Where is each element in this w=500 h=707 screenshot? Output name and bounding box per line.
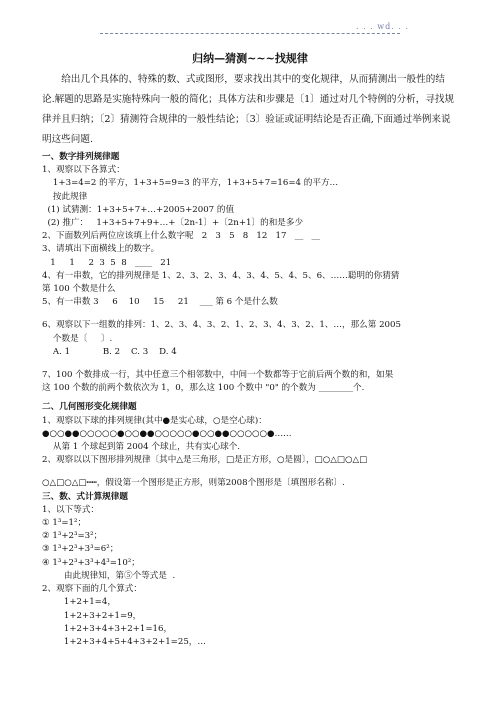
text-line: 6、观察以下一组数的排列：1、2、3、4、3、2、1、2、3、4、3、2、1、…，那么第 2005 [42, 320, 401, 331]
equation-line: 1+2+1=4， [42, 597, 116, 608]
equation-line: ① 1³=1²； [42, 518, 87, 529]
equation-line: 1+2+3+2+1=9， [42, 610, 142, 621]
text-line: 个数是〔 〕. [42, 333, 113, 344]
header-watermark: . . . wd. . . [356, 22, 409, 31]
text-line: 1、观察以下各算式： [42, 165, 125, 176]
text-line: 3、请填出下面横线上的数字。 [42, 244, 160, 255]
section-heading: 二、几何图形变化规律题 [42, 402, 137, 413]
equation-line: 1+2+3+4+5+4+3+2+1=25，… [42, 636, 206, 647]
text-line: 第 100 个数是什么 [42, 284, 116, 295]
text-line: 这 100 个数的前两个数依次为 1，0，那么这 100 个数中 "0" 的个数为 ________个. [42, 383, 365, 394]
text-line: 4、有一串数，它的排列规律是 1、2、3、2、3、4、3、4、5、4、5、6、……聪明的你猜猜 [42, 270, 400, 281]
text-line: 1+3=4=2 的平方，1+3+5=9=3 的平方，1+3+5+7=16=4 的平方… [42, 178, 339, 189]
text-line: 2、下面数列后两位应该填上什么数字呢 2 3 5 8 12 17 __ __ [42, 231, 321, 242]
intro-paragraph: 给出几个具体的、特殊的数、式或图形，要求找出其中的变化规律，从而猜测出一般性的结论.解题的思路是实施特殊向一般的简化；具体方法和步骤是〔1〕通过对几个特例的分析，寻找规律并且归纳；〔2〕猜测符合规律的一般性结论；〔3〕验证或证明结论是否正确,下面通过举例来说明这些问题. [42, 74, 455, 145]
text-line: 1 1 2 3 5 8 ____ 21 [42, 257, 172, 268]
text-line: 2、观察下面的几个算式： [42, 584, 142, 595]
text-line: 5、有一串数 3 6 10 15 21 ___ 第 6 个是什么数 [42, 297, 278, 308]
equation-line: ③ 1³+2³+3³=6²； [42, 544, 119, 555]
section-heading: 一、数字排列规律题 [42, 152, 120, 162]
text-line: (1) 试猜测：1+3+5+7+…+2005+2007 的值 [42, 204, 235, 215]
equation-line: ④ 1³+2³+3³+4³=10²； [42, 557, 140, 568]
equation-line: 1+2+3+4+3+2+1=16， [42, 623, 173, 634]
text-line: 1、以下等式： [42, 504, 100, 515]
ball-sequence: ●○○●●○○○○○●○○●●○○○○○●○○●●○○○○○●…… [42, 428, 292, 439]
document-title: 归纳—猜测~~~找规律 [192, 52, 308, 65]
text-line: 从第 1 个球起到第 2004 个球止，共有实心球个. [42, 442, 241, 453]
header-rule [100, 33, 400, 34]
text-line: 7、100 个数排成一行，其中任意三个相邻数中，中间一个数都等于它前后两个数的和，如果 [42, 370, 394, 381]
spacer [42, 309, 458, 319]
document-body [42, 151, 458, 649]
equation-line: ② 1³+2³=3²； [42, 531, 103, 542]
text-line: 1、观察以下球的排列规律(其中●是实心球，○是空心球)： [42, 415, 267, 426]
text-line: 2、观察以以下图形排列规律〔其中△是三角形，□是正方形，○是圆〕，□○△□○△□ [42, 455, 368, 466]
text-line: ○△□○△□┅┅，假设第一个图形是正方形，则第2008个图形是〔填图形名称〕. [42, 478, 345, 489]
text-line: 按此规律 [42, 191, 88, 202]
spacer [42, 467, 458, 477]
spacer [42, 359, 458, 369]
section-heading: 三、数、式计算规律题 [42, 491, 128, 502]
text-line: (2) 推广： 1+3+5+7+9+…+〔2n-1〕+〔2n+1〕的和是多少 [42, 218, 304, 229]
text-line: A. 1 B. 2 C. 3 D. 4 [42, 346, 177, 357]
text-line: 由此规律知，第⑤个等式是 . [42, 570, 176, 581]
